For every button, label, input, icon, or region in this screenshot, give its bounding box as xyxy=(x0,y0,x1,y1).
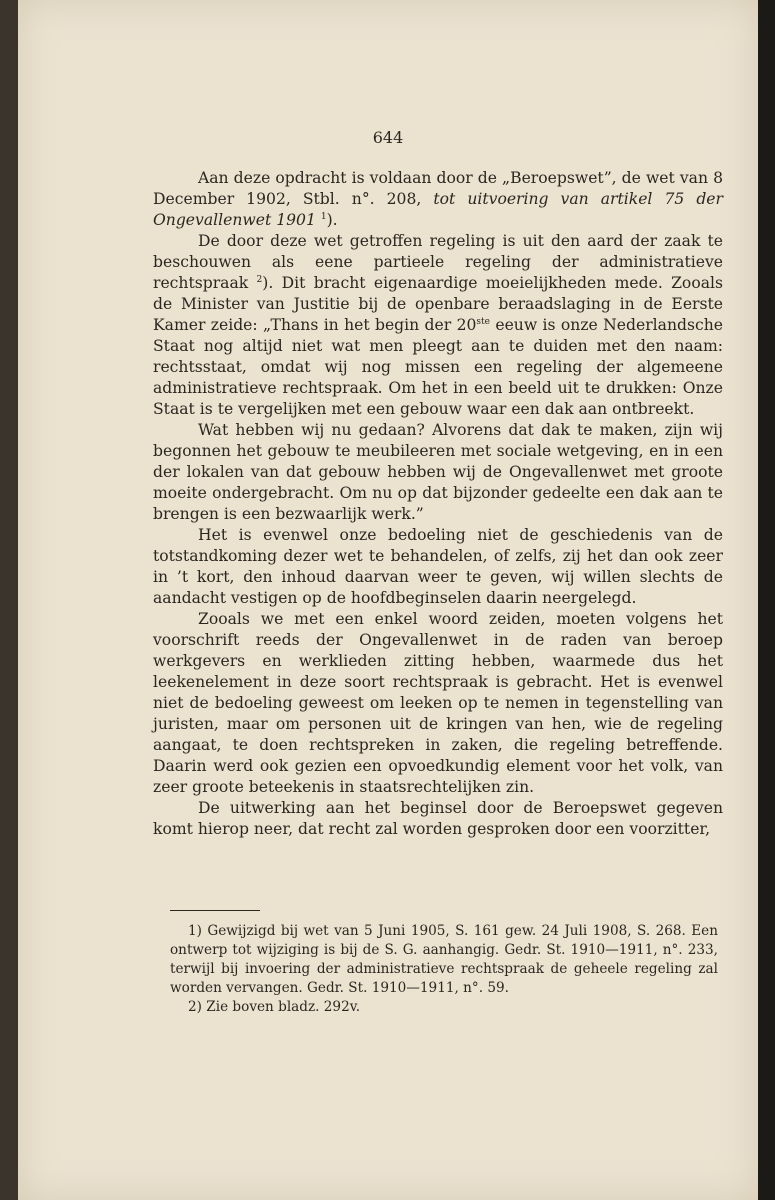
paragraph-5: Zooals we met een enkel woord zeiden, moeten volgens het voorschrift reeds der Ongevallenwet in de raden van beroep werkgevers en werklieden zitting hebben, waarmede dus het leekenelement in deze soort rechtspraak is gebracht. Het is evenwel niet de bedoeling geweest om leeken op te nemen in tegenstelling van juristen, maar om personen uit de kringen van hen, wie de regeling aangaat, te doen rechtspreken in zaken, die regeling betreffende. Daarin werd ook gezien een opvoedkundig element voor het volk, van zeer groote beteekenis in staatsrechtelijken zin. xyxy=(153,610,723,796)
page-number: 644 xyxy=(372,128,404,147)
paragraph-1: Aan deze opdracht is voldaan door de „Beroepswet”, de wet van 8 December 1902, Stbl. n°. 208, tot uitvoering van artikel 75 der Ongevallenwet 1901 $^1$). xyxy=(153,169,723,229)
footnotes xyxy=(170,922,718,1017)
paragraph-6: De uitwerking aan het beginsel door de Beroepswet gegeven komt hierop neer, dat recht zal worden gesproken door een voorzitter, xyxy=(153,799,723,838)
page-edge xyxy=(758,0,775,1200)
italic-title: tot uitvoering van artikel 75 der Ongevallenwet 1901 xyxy=(153,190,723,229)
ordinal-suffix: ste xyxy=(476,316,490,327)
footnote-ref-1[interactable]: 1 xyxy=(320,211,327,222)
book-gutter xyxy=(0,0,18,1200)
paragraph-3: Wat hebben wij nu gedaan? Alvorens dat dak te maken, zijn wij begonnen het gebouw te meubileeren met sociale wetgeving, en in een der lokalen van dat gebouw hebben wij de Ongevallenwet met groote moeite ondergebracht. Om nu op dat bijzonder gedeelte een dak aan te brengen is een bezwaarlijk werk.” xyxy=(153,421,723,523)
footnote-1: 1) Gewijzigd bij wet van 5 Juni 1905, S. 161 gew. 24 Juli 1908, S. 268. Een ontwerp tot wijziging is bij de S. G. aanhangig. Gedr. St. 1910—1911, n°. 233, terwijl bij invoering der administratieve rechtspraak de geheele regeling zal worden vervangen. Gedr. St. 1910—1911, n°. 59. xyxy=(170,923,718,996)
footnote-2: 2) Zie boven bladz. 292v. xyxy=(188,999,361,1015)
footnote-divider xyxy=(170,910,260,911)
footnote-ref-2[interactable]: 2 xyxy=(256,274,263,285)
main-text xyxy=(153,168,723,840)
paragraph-2: De door deze wet getroffen regeling is uit den aard der zaak te beschouwen als eene partieele regeling der administratieve rechtspraak $^2$). Dit bracht eigenaardige moeielijkheden mede. Zooals de Minister van Justitie bij de openbare beraadslaging in de Eerste Kamer zeide: „Thans in het begin der 20ste eeuw is onze Nederlandsche Staat nog altijd niet wat men pleegt aan te duiden met den naam: rechtsstaat, omdat wij nog missen een regeling der algemeene administratieve rechtspraak. Om het in een beeld uit te drukken: Onze Staat is te vergelijken met een gebouw waar een dak aan ontbreekt. xyxy=(153,232,723,418)
paragraph-4: Het is evenwel onze bedoeling niet de geschiedenis van de totstandkoming dezer wet te behandelen, of zelfs, zij het dan ook zeer in ’t kort, den inhoud daarvan weer te geven, wij willen slechts de aandacht vestigen op de hoofdbeginselen daarin neergelegd. xyxy=(153,526,723,607)
